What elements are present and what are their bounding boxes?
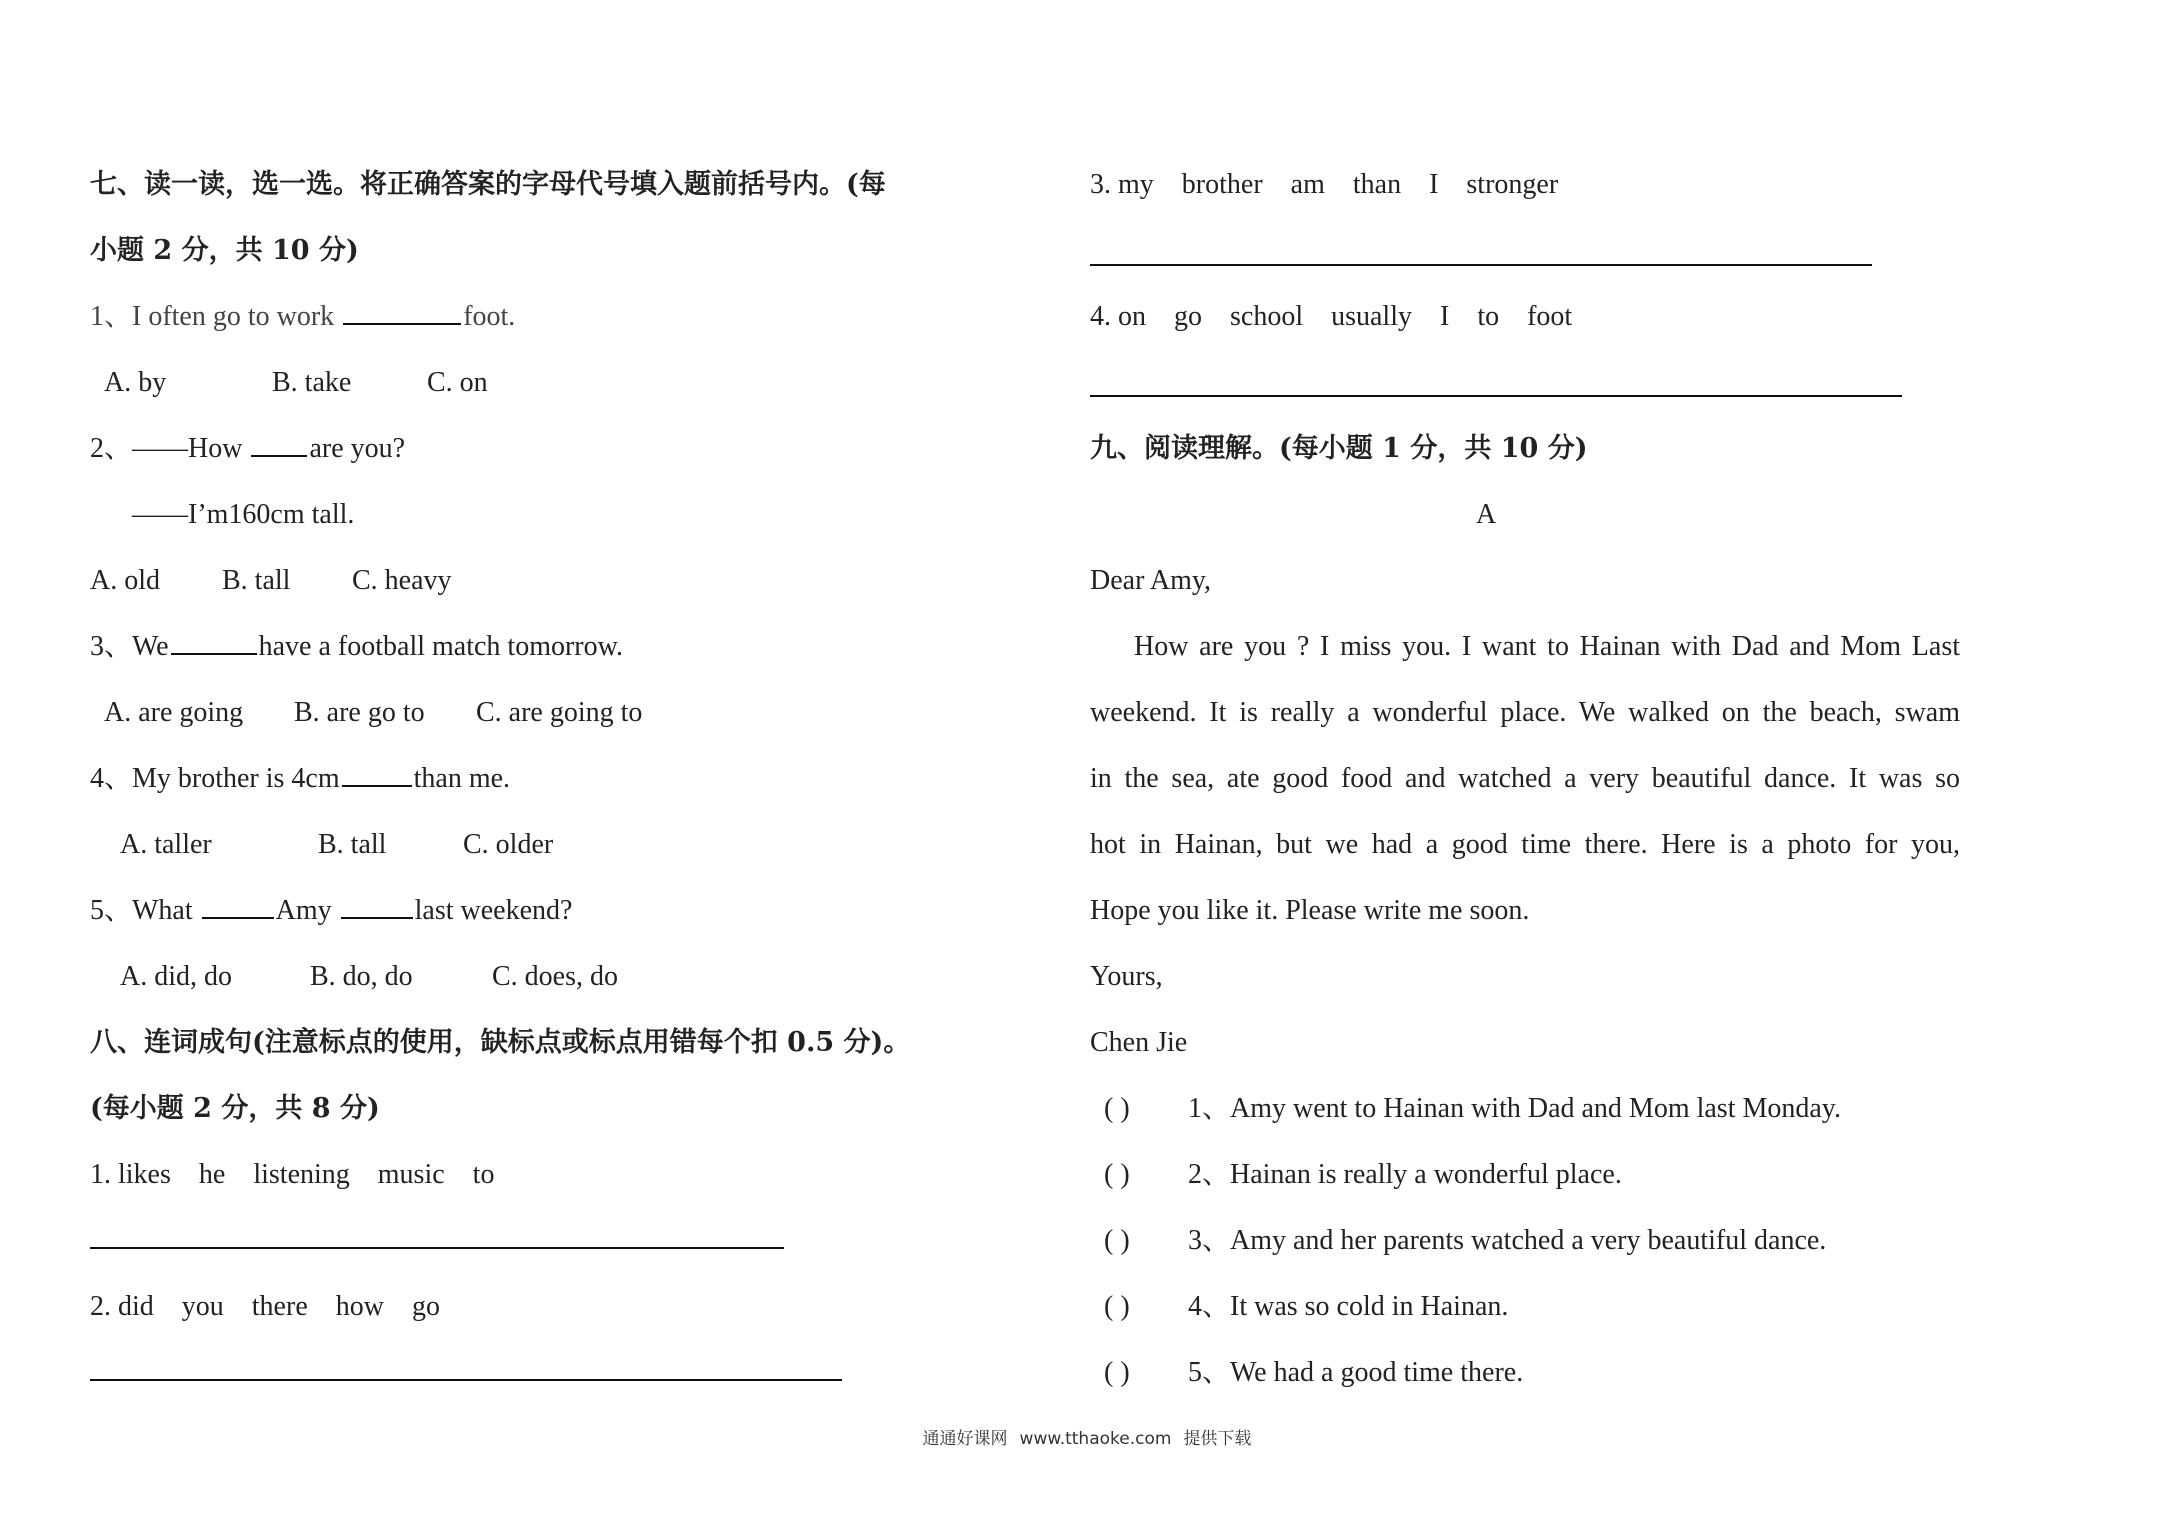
q4-options xyxy=(120,825,553,865)
s8-q3-word: than xyxy=(1352,169,1402,200)
s8-q2-answer-line[interactable] xyxy=(90,1379,842,1381)
s8-q4-word: usually xyxy=(1331,301,1412,332)
q4-prefix: 4、My brother is 4cm xyxy=(90,763,340,794)
q2-suffix: are you? xyxy=(309,433,406,464)
judge-item-text: 1、Amy went to Hainan with Dad and Mom last Monday. xyxy=(1188,1093,1841,1124)
q5-option-a[interactable]: A. did, do xyxy=(120,961,232,992)
q2-option-a[interactable]: A. old xyxy=(90,565,160,596)
q4-suffix: than me. xyxy=(413,763,511,794)
s8-q4-word: on xyxy=(1118,301,1146,332)
s8-q2-word: did xyxy=(118,1291,154,1322)
s8-q3-word: am xyxy=(1290,169,1325,200)
q2-option-b[interactable]: B. tall xyxy=(222,565,291,596)
question-5 xyxy=(90,891,572,931)
s8-q3-word: stronger xyxy=(1466,169,1559,200)
q3-option-b[interactable]: B. are go to xyxy=(294,697,425,728)
s8-q4-word: I xyxy=(1440,301,1450,332)
s8-q3-word: I xyxy=(1429,169,1439,200)
q4-option-a[interactable]: A. taller xyxy=(120,829,212,860)
footer-note: 提供下载 xyxy=(1183,1429,1252,1449)
judge-item-text: 4、It was so cold in Hainan. xyxy=(1188,1291,1509,1322)
answer-paren[interactable]: ( ) xyxy=(1104,1291,1130,1322)
judge-item xyxy=(1104,1089,1841,1129)
s8-q1-word: music xyxy=(377,1159,445,1190)
footer-site-name: 通通好课网 xyxy=(922,1429,1008,1449)
q3-suffix: have a football match tomorrow. xyxy=(258,631,624,662)
judge-item xyxy=(1104,1287,1508,1327)
q1-options xyxy=(104,363,488,403)
s8-question-1 xyxy=(90,1155,494,1195)
letter-line: in the sea, ate good food and watched a very beautiful dance. It was so xyxy=(1090,763,1960,794)
section9-title: 九、阅读理解。(每小题 1 分，共 10 分) xyxy=(1090,433,1588,464)
q1-option-a[interactable]: A. by xyxy=(104,367,167,398)
s8-question-3 xyxy=(1090,165,1558,205)
s8-q3-word: my xyxy=(1118,169,1154,200)
q5-blank-2[interactable] xyxy=(341,891,413,919)
s8-q2-word: you xyxy=(181,1291,224,1322)
section8-title-line1: 八、连词成句(注意标点的使用，缺标点或标点用错每个扣 0.5 分)。 xyxy=(90,1027,911,1058)
section7-title-line1: 七、读一读，选一选。将正确答案的字母代号填入题前括号内。(每 xyxy=(90,169,886,200)
s8-q4-word: to xyxy=(1477,301,1500,332)
s8-question-4 xyxy=(1090,297,1572,337)
q2-options xyxy=(90,561,452,601)
q1-prefix: 1、I often go to work xyxy=(90,301,335,332)
q5-options xyxy=(120,957,618,997)
q5-blank-1[interactable] xyxy=(202,891,274,919)
footer-url[interactable]: www.tthaoke.com xyxy=(1019,1429,1172,1449)
q1-option-c[interactable]: C. on xyxy=(427,367,488,398)
s8-q2-word: there xyxy=(251,1291,308,1322)
s8-q1-word: listening xyxy=(253,1159,350,1190)
answer-paren[interactable]: ( ) xyxy=(1104,1159,1130,1190)
q5-middle: Amy xyxy=(275,895,332,926)
q2-option-c[interactable]: C. heavy xyxy=(352,565,452,596)
page-footer xyxy=(0,1424,2174,1449)
question-3 xyxy=(90,627,623,667)
s8-q3-word: brother xyxy=(1181,169,1263,200)
s8-q1-word: likes xyxy=(118,1159,171,1190)
s8-q2-num: 2. xyxy=(90,1291,111,1322)
q1-option-b[interactable]: B. take xyxy=(272,367,352,398)
s8-q1-num: 1. xyxy=(90,1159,111,1190)
q1-suffix: foot. xyxy=(463,301,516,332)
s8-q2-word: go xyxy=(411,1291,440,1322)
letter-line: weekend. It is really a wonderful place. We walked on the beach, swam xyxy=(1090,697,1960,728)
q5-prefix: 5、What xyxy=(90,895,193,926)
s8-q4-word: school xyxy=(1230,301,1304,332)
q3-prefix: 3、We xyxy=(90,631,169,662)
question-1 xyxy=(90,297,515,337)
s8-q1-answer-line[interactable] xyxy=(90,1247,784,1249)
question-2 xyxy=(90,429,405,469)
s8-q1-word: to xyxy=(472,1159,495,1190)
judge-item xyxy=(1104,1353,1523,1393)
q4-option-b[interactable]: B. tall xyxy=(318,829,387,860)
s8-q4-num: 4. xyxy=(1090,301,1111,332)
q5-option-b[interactable]: B. do, do xyxy=(310,961,413,992)
q2-blank[interactable] xyxy=(251,429,307,457)
s8-q4-word: go xyxy=(1174,301,1202,332)
judge-item-text: 2、Hainan is really a wonderful place. xyxy=(1188,1159,1622,1190)
q3-blank[interactable] xyxy=(171,627,257,655)
q1-blank[interactable] xyxy=(343,297,461,325)
s8-q4-word: foot xyxy=(1527,301,1573,332)
judge-item xyxy=(1104,1221,1826,1261)
letter-salutation: Dear Amy, xyxy=(1090,565,1212,596)
q4-option-c[interactable]: C. older xyxy=(463,829,554,860)
q3-options xyxy=(104,693,642,733)
question-4 xyxy=(90,759,510,799)
q5-suffix: last weekend? xyxy=(414,895,573,926)
answer-paren[interactable]: ( ) xyxy=(1104,1093,1130,1124)
q2-prefix: 2、——How xyxy=(90,433,243,464)
q3-option-a[interactable]: A. are going xyxy=(104,697,244,728)
judge-item-text: 5、We had a good time there. xyxy=(1188,1357,1524,1388)
section7-title-line2: 小题 2 分，共 10 分) xyxy=(90,235,359,266)
letter-closing: Yours, xyxy=(1090,961,1163,992)
section8-title-line2: (每小题 2 分，共 8 分) xyxy=(90,1093,380,1124)
s8-q2-word: how xyxy=(335,1291,384,1322)
s8-q1-word: he xyxy=(198,1159,226,1190)
judge-item-text: 3、Amy and her parents watched a very beautiful dance. xyxy=(1188,1225,1827,1256)
s8-q4-answer-line[interactable] xyxy=(1090,395,1902,397)
s8-question-2 xyxy=(90,1287,440,1327)
s8-q3-num: 3. xyxy=(1090,169,1111,200)
letter-signature: Chen Jie xyxy=(1090,1027,1188,1058)
answer-paren[interactable]: ( ) xyxy=(1104,1357,1130,1388)
passage-label: A xyxy=(1476,499,1497,530)
answer-paren[interactable]: ( ) xyxy=(1104,1225,1130,1256)
q3-option-c[interactable]: C. are going to xyxy=(476,697,643,728)
q5-option-c[interactable]: C. does, do xyxy=(492,961,618,992)
s8-q3-answer-line[interactable] xyxy=(1090,264,1872,266)
letter-line: hot in Hainan, but we had a good time there. Here is a photo for you, xyxy=(1090,829,1960,860)
judge-item xyxy=(1104,1155,1622,1195)
q4-blank[interactable] xyxy=(342,759,412,787)
letter-line: Hope you like it. Please write me soon. xyxy=(1090,895,1530,926)
letter-line: How are you ? I miss you. I want to Hainan with Dad and Mom Last xyxy=(1134,631,1960,662)
q2-answer-line: ——I’m160cm tall. xyxy=(132,499,355,530)
